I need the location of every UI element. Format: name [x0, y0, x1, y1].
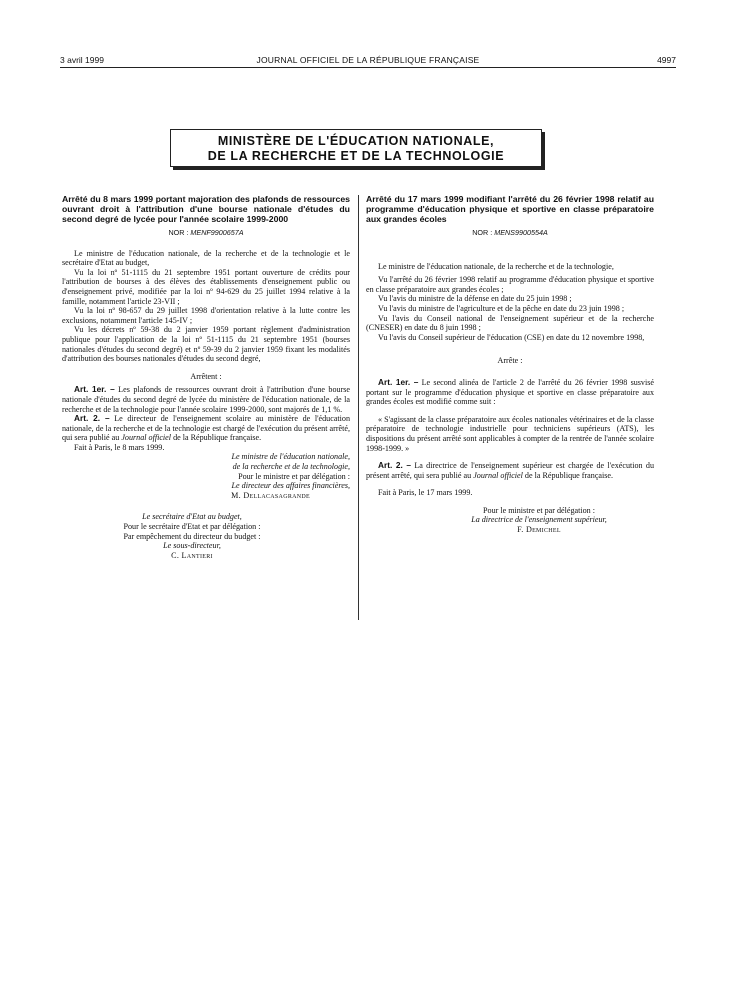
right-article-2 — [366, 461, 654, 480]
left-sig2-d: Le sous-directeur, — [163, 541, 221, 551]
right-sig-c: F. Demichel — [517, 525, 561, 535]
left-art2-text: Le directeur de l'enseignement scolaire au ministère de l'éducation nationale, de la recherche et de la technologie est chargé de l'exécution du présent arrêté, qui sera publié au — [62, 414, 351, 443]
right-art1-text: Le second alinéa de l'article 2 de l'arrêté du 26 février 1998 susvisé portant sur le programme d'éducation physique et sportive en classe préparatoire aux grandes écoles est modifié comme suit : — [366, 377, 654, 407]
ministry-line-1: MINISTÈRE DE L'ÉDUCATION NATIONALE, — [217, 134, 495, 148]
left-art2-end: de la République française. — [173, 433, 262, 443]
header-page-number: 4997 — [657, 55, 676, 65]
right-sig-a: Pour le ministre et par délégation : — [483, 505, 595, 515]
left-sig2-e: C. Lantieri — [171, 550, 213, 560]
right-art2-label: Art. 2. – — [378, 460, 411, 471]
right-vu-4: Vu l'avis du Conseil national de l'enseignement supérieur et de la recherche (CNESER) en date du 8 juin 1998 ; — [366, 313, 654, 333]
right-nor-code: MENS9900554A — [494, 228, 548, 237]
ministry-line-2: DE LA RECHERCHE ET DE LA TECHNOLOGIE — [207, 149, 505, 163]
right-fait: Fait à Paris, le 17 mars 1999. — [378, 488, 473, 498]
right-vu-1: Vu l'arrêté du 26 février 1998 relatif au programme d'éducation physique et sportive en classe préparatoire aux grandes écoles ; — [366, 275, 654, 294]
left-nor — [62, 228, 350, 238]
right-art1-label: Art. 1er. – — [378, 376, 419, 387]
right-vu-5: Vu l'avis du Conseil supérieur de l'éducation (CSE) en date du 12 novembre 1998, — [378, 332, 645, 342]
right-vu-2: Vu l'avis du ministre de la défense en date du 25 juin 1998 ; — [378, 294, 572, 304]
ministry-box — [170, 129, 542, 167]
left-arrete-title: Arrêté du 8 mars 1999 portant majoration des plafonds de ressources ouvrant droit à l'attribution d'une bourse nationale d'études du second degré de lycée pour l'année scolaire 1999-2000 — [62, 194, 350, 224]
left-vu-1: Vu la loi nº 51-1115 du 21 septembre 1951 portant ouverture de crédits pour l'attribution de bourses à des élèves des établissements d'enseignement public ou d'enseignement privé, modifiée par la loi nº 94-629 du 25 juillet 1994 relative à la famille, notamment l'article 23-VII ; — [62, 267, 350, 306]
left-vu-2: Vu la loi nº 98-657 du 29 juillet 1998 d'orientation relative à la lutte contre les exclusions, notamment l'article 145-IV ; — [62, 306, 350, 325]
header-date: 3 avril 1999 — [60, 55, 104, 65]
left-sig2-b: Pour le secrétaire d'Etat et par délégation : — [123, 522, 261, 532]
left-vu-3: Vu les décrets nº 59-38 du 2 janvier 1959 portant règlement d'administration publique pour l'application de la loi nº 51-1115 du 21 septembre 1951 (bourses nationales d'études du second degré) et nº 59-39 du 2 janvier 1959 fixant les modalités d'attribution des bourses nationales d'études du second degré, — [62, 325, 350, 364]
header-journal-title: JOURNAL OFFICIEL DE LA RÉPUBLIQUE FRANÇAISE — [256, 55, 480, 65]
left-sig1-a: Le ministre de l'éducation nationale, — [231, 452, 350, 462]
left-art1-text: Les plafonds de ressources ouvrant droit à l'attribution d'une bourse nationale d'études du second degré de lycée du ministère de l'éducation nationale, de la recherche et de la technologie pour l'année scolaire 1999-2000, sont majorés de 1,1 %. — [62, 385, 351, 414]
left-sig1-d: Le directeur des affaires financières, — [231, 481, 350, 491]
right-sig-b: La directrice de l'enseignement supérieur, — [471, 515, 607, 525]
right-quote: « S'agissant de la classe préparatoire aux écoles nationales vétérinaires et de la classe préparatoire de technologie industrielle pour techniciens supérieurs (ATS), les dispositions du présent arrêté sont applicables à compter de la rentrée de l'année scolaire 1998-1999. » — [366, 414, 654, 453]
right-art2-journal: Journal officiel — [473, 470, 523, 480]
left-sig1-c: Pour le ministre et par délégation : — [238, 471, 350, 481]
left-art2-label: Art. 2. – — [74, 413, 110, 424]
right-intro: Le ministre de l'éducation nationale, de la recherche et de la technologie, — [378, 261, 614, 271]
left-signature-minister — [62, 452, 350, 500]
left-art2-journal: Journal officiel — [121, 433, 172, 443]
left-arretent: Arrêtent : — [190, 371, 222, 381]
right-art2-end: de la République française. — [524, 470, 614, 480]
right-arrete-title: Arrêté du 17 mars 1999 modifiant l'arrêté du 26 février 1998 relatif au programme d'éducation physique et sportive en classe préparatoire aux grandes écoles — [366, 194, 654, 224]
right-nor — [366, 228, 654, 238]
right-signature — [424, 506, 654, 535]
right-article-1 — [366, 378, 654, 407]
left-intro: Le ministre de l'éducation nationale, de la recherche et de la technologie et le secrétaire d'Etat au budget, — [62, 248, 350, 268]
left-art1-label: Art. 1er. – — [74, 384, 115, 395]
right-art2-text: La directrice de l'enseignement supérieur est chargée de l'exécution du présent arrêté, qui sera publié au — [366, 461, 654, 480]
left-signature-budget — [92, 512, 292, 560]
left-sig2-c: Par empêchement du directeur du budget : — [123, 531, 261, 541]
left-nor-code: MENF9900657A — [190, 228, 244, 237]
left-column — [62, 194, 350, 560]
right-column — [366, 194, 654, 535]
left-nor-label: NOR : — [168, 228, 189, 237]
left-article-2 — [62, 414, 350, 443]
left-sig1-b: de la recherche et de la technologie, — [232, 462, 350, 472]
left-sig1-e: M. Dellacasagrande — [231, 490, 310, 500]
column-divider — [358, 195, 359, 620]
left-article-1 — [62, 385, 350, 414]
left-fait: Fait à Paris, le 8 mars 1999. — [74, 442, 165, 452]
right-arrete: Arrête : — [497, 356, 523, 366]
right-nor-label: NOR : — [472, 228, 493, 237]
header-rule — [60, 67, 676, 68]
right-vu-3: Vu l'avis du ministre de l'agriculture et de la pêche en date du 23 juin 1998 ; — [378, 303, 625, 313]
left-sig2-a: Le secrétaire d'Etat au budget, — [142, 512, 242, 522]
